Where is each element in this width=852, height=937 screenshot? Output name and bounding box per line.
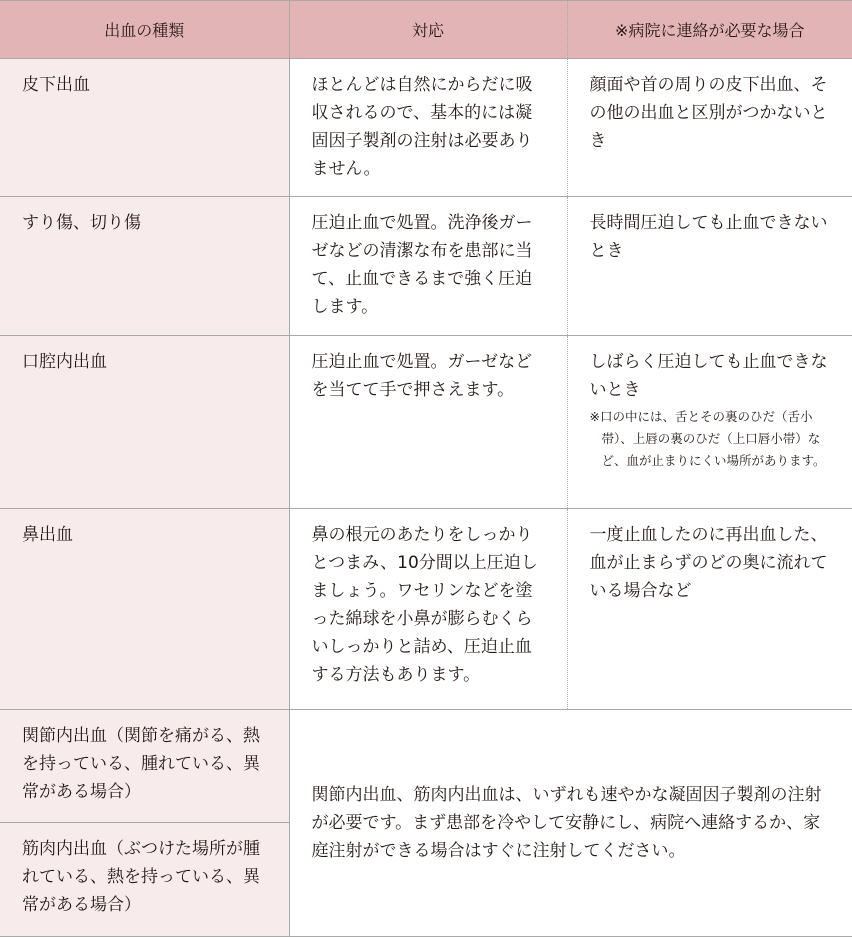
contact-cell: 一度止血したのに再出血した、血が止まらずのどの奥に流れている場合など xyxy=(567,509,852,710)
bleeding-type-cell: 皮下出血 xyxy=(0,59,289,197)
contact-text: しばらく圧迫しても止血できないとき xyxy=(589,352,828,400)
contact-cell: 顔面や首の周りの皮下出血、その他の出血と区別がつかないとき xyxy=(567,59,852,197)
table-row xyxy=(0,710,852,823)
table-row xyxy=(0,509,852,710)
response-cell: 圧迫止血で処置。ガーゼなどを当てて手で押さえます。 xyxy=(289,336,567,509)
header-bleeding-type: 出血の種類 xyxy=(0,1,289,59)
response-cell: 鼻の根元のあたりをしっかりとつまみ、10分間以上圧迫しましょう。ワセリンなどを塗った綿球を小鼻が膨らむくらいしっかりと詰め、圧迫止血する方法もあります。 xyxy=(289,509,567,710)
contact-cell: 長時間圧迫しても止血できないとき xyxy=(567,197,852,336)
bleeding-type-cell: 口腔内出血 xyxy=(0,336,289,509)
merged-response-cell: 関節内出血、筋肉内出血は、いずれも速やかな凝固因子製剤の注射が必要です。まず患部を冷やして安静にし、病院へ連絡するか、家庭注射ができる場合はすぐに注射してください。 xyxy=(289,710,852,937)
table-row xyxy=(0,197,852,336)
header-row xyxy=(0,1,852,59)
table-row xyxy=(0,59,852,197)
bleeding-type-cell: 鼻出血 xyxy=(0,509,289,710)
response-cell: ほとんどは自然にからだに吸収されるので、基本的には凝固因子製剤の注射は必要ありません。 xyxy=(289,59,567,197)
response-cell: 圧迫止血で処置。洗浄後ガーゼなどの清潔な布を患部に当て、止血できるまで強く圧迫します。 xyxy=(289,197,567,336)
header-contact-hospital: ※病院に連絡が必要な場合 xyxy=(567,1,852,59)
bleeding-type-cell: 筋肉内出血（ぶつけた場所が腫れている、熱を持っている、異常がある場合） xyxy=(0,823,289,937)
header-response: 対応 xyxy=(289,1,567,59)
contact-cell xyxy=(567,336,852,509)
table-row xyxy=(0,336,852,509)
bleeding-type-cell: すり傷、切り傷 xyxy=(0,197,289,336)
bleeding-type-cell: 関節内出血（関節を痛がる、熱を持っている、腫れている、異常がある場合） xyxy=(0,710,289,823)
contact-note: ※口の中には、舌とその裏のひだ（舌小帯）、上唇の裏のひだ（上口唇小帯）など、血が止まりにくい場所があります。 xyxy=(589,409,826,468)
